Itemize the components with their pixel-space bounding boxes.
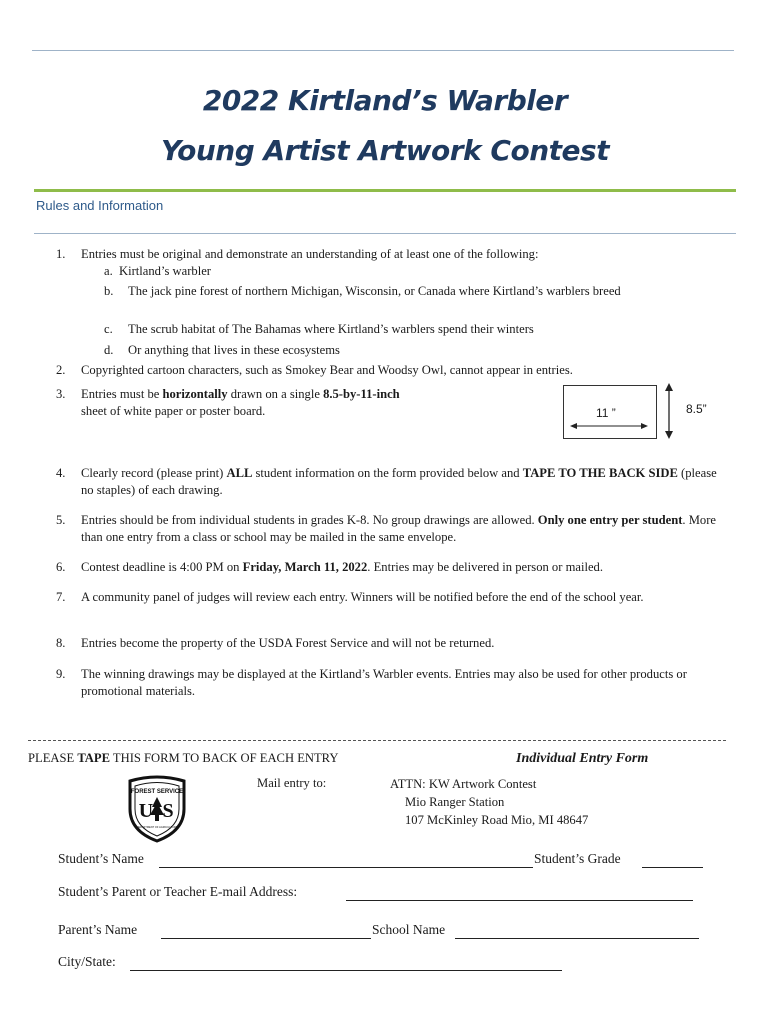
rule-number: 3. [56,387,66,401]
student-name-label: Student’s Name [58,851,144,866]
rule-number: 6. [56,560,66,574]
top-rule [32,50,734,51]
student-grade-label: Student’s Grade [534,851,621,866]
entry-form-title: Individual Entry Form [516,751,649,766]
rule-text: Entries must be horizontally drawn on a single 8.5-by-11-inch sheet of white paper or poster board. [81,387,400,418]
rule-number: 4. [56,466,66,480]
height-label: 8.5” [686,402,707,416]
tape-instruction: PLEASE TAPE THIS FORM TO BACK OF EACH ENTRY [28,751,339,765]
student-name-input[interactable] [159,867,533,868]
city-state-label: City/State: [58,954,116,969]
logo-top-text: FOREST SERVICE [130,789,184,795]
rule-text: Copyrighted cartoon characters, such as Smokey Bear and Woodsy Owl, cannot appear in entries. [81,363,573,377]
mail-label: Mail entry to: [257,776,327,790]
title-line-2: Young Artist Artwork Contest [160,134,610,167]
parent-name-input[interactable] [161,938,371,939]
rule-number: 8. [56,636,66,650]
sub-letter: d. [104,343,114,357]
rule-number: 7. [56,590,66,604]
sub-letter: b. [104,284,114,298]
sub-text: The jack pine forest of northern Michigan, Wisconsin, or Canada where Kirtland’s warblers breed [128,284,621,298]
cut-line [28,740,726,741]
rule-number: 5. [56,513,66,527]
width-label: 11 ” [596,406,616,420]
address-line-1: ATTN: KW Artwork Contest [390,777,537,791]
rule-number: 9. [56,667,66,681]
rule-text: Contest deadline is 4:00 PM on Friday, March 11, 2022. Entries may be delivered in person or mailed. [81,560,603,574]
section-label: Rules and Information [36,198,164,213]
logo-letter-s: S [162,800,174,822]
school-name-label: School Name [372,922,446,937]
green-divider [34,189,736,192]
address-line-3: 107 McKinley Road Mio, MI 48647 [405,813,589,827]
blue-divider [34,233,736,234]
rule-text: A community panel of judges will review each entry. Winners will be notified before the end of the school year. [81,590,644,604]
rule-text: Clearly record (please print) ALL student information on the form provided below and TAPE TO THE BACK SIDE (please no staples) of each drawing. [81,466,717,497]
logo-letter-u: U [138,800,154,822]
logo-bottom-text: DEPARTMENT OF AGRICULTURE [136,826,178,829]
student-grade-input[interactable] [642,867,703,868]
title-line-1: 2022 Kirtland’s Warbler [202,84,568,117]
city-state-input[interactable] [130,970,562,971]
rule-text: Entries must be original and demonstrate an understanding of at least one of the following: [81,247,539,261]
email-input[interactable] [346,900,693,901]
email-label: Student’s Parent or Teacher E-mail Address: [58,884,298,899]
sub-letter: a. [104,264,113,278]
height-arrow-icon [663,382,675,440]
sub-letter: c. [104,322,113,336]
school-name-input[interactable] [455,938,699,939]
rule-number: 1. [56,247,66,261]
rule-text: The winning drawings may be displayed at the Kirtland’s Warbler events. Entries may also be used for other products or promotional materials. [81,667,687,698]
sub-text: Or anything that lives in these ecosystems [128,343,340,357]
address-line-2: Mio Ranger Station [405,795,505,809]
parent-name-label: Parent’s Name [58,922,138,937]
rule-text: Entries should be from individual students in grades K-8. No group drawings are allowed. Only one entry per student. More than one entry from a class or school may be mailed in the same envelope. [81,513,716,544]
sub-text: Kirtland’s warbler [119,264,211,278]
forest-service-shield-icon [126,775,188,843]
paper-size-diagram [563,385,657,439]
sub-text: The scrub habitat of The Bahamas where Kirtland’s warblers spend their winters [128,322,534,336]
rule-text: Entries become the property of the USDA Forest Service and will not be returned. [81,636,495,650]
rule-number: 2. [56,363,66,377]
